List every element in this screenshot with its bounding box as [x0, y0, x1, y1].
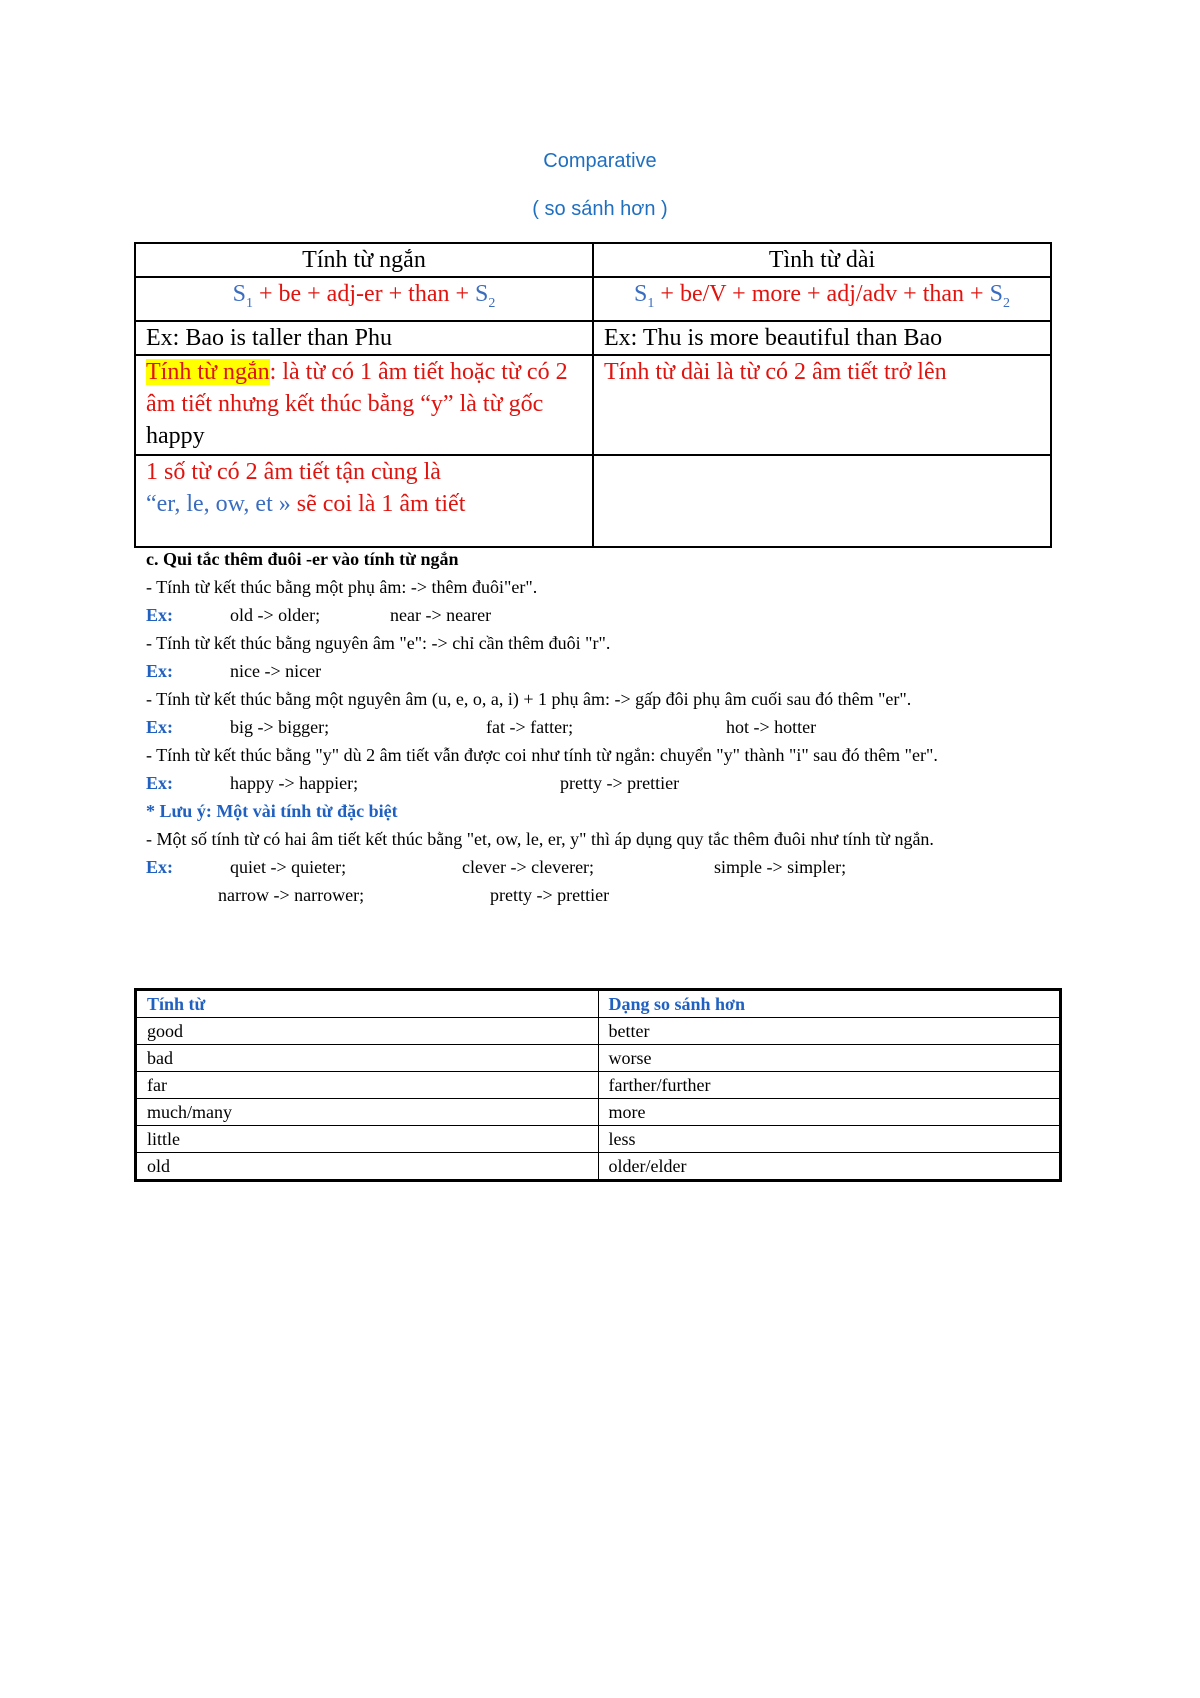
formula-long-s2: S [989, 281, 1003, 307]
note-heading: * Lưu ý: Một vài tính từ đặc biệt [146, 801, 398, 821]
example-label: Ex: [146, 605, 173, 625]
example-label: Ex: [146, 857, 173, 877]
definition-short-text: : là từ có 1 âm tiết hoặc từ có 2 âm tiết nhưng kết thúc bằng “y” là từ gốc [146, 358, 568, 417]
note-short-endings: “er, le, ow, et » [146, 490, 291, 517]
rule-2: - Tính từ kết thúc bằng nguyên âm "e": -> chỉ cần thêm đuôi "r". [146, 633, 611, 653]
formula-short-s2: S [475, 281, 489, 307]
note-long-empty [593, 455, 1051, 547]
formula-long-s1: S [634, 281, 648, 307]
formula-long-body: + be/V + more + adj/adv + than + [654, 281, 990, 307]
definition-short-word: happy [146, 422, 205, 449]
definition-long: Tính từ dài là từ có 2 âm tiết trở lên [593, 355, 1051, 455]
formula-long: $S_1 + be/V$ + more + adj/adv + than + $S_2$ [593, 277, 1051, 321]
formula-row [135, 277, 1051, 321]
grammar-table [134, 242, 1052, 548]
formula-short-body: + be + adj-er + than + [252, 281, 476, 307]
example-4: Ex: happy -> happier; pretty -> prettier [146, 769, 1066, 797]
example-label: Ex: [146, 717, 173, 737]
page-subtitle: ( so sánh hơn ) [532, 198, 668, 220]
note-short-text-2: sẽ coi là 1 âm tiết [290, 490, 466, 517]
example-5-continued: narrow -> narrower; pretty -> prettier [218, 885, 610, 905]
rules-heading: c. Qui tắc thêm đuôi -er vào tính từ ngắn [146, 549, 459, 569]
table-row: old older/elder [136, 1153, 1061, 1181]
header-short-adjective: Tính từ ngắn [135, 243, 593, 277]
table-row: good better [136, 1018, 1061, 1045]
example-1: Ex: old -> older; near -> nearer [146, 601, 1066, 629]
header-comparative-form: Dạng so sánh hơn [598, 990, 1061, 1018]
example-2: Ex: nice -> nicer [146, 657, 1066, 685]
example-5: Ex: quiet -> quieter; clever -> cleverer; simple -> simpler; [146, 853, 1066, 881]
header-adjective: Tính từ [136, 990, 599, 1018]
note-row [135, 455, 1051, 547]
note-short [135, 455, 593, 547]
table-row: little less [136, 1126, 1061, 1153]
header-long-adjective: Tình từ dài [593, 243, 1051, 277]
rule-5: - Một số tính từ có hai âm tiết kết thúc bằng "et, ow, le, er, y" thì áp dụng quy tắc thêm đuôi như tính từ ngắn. [146, 829, 934, 849]
definition-short-highlight: Tính từ ngắn [146, 358, 270, 385]
example-row [135, 321, 1051, 355]
rule-3: - Tính từ kết thúc bằng một nguyên âm (u, e, o, a, i) + 1 phụ âm: -> gấp đôi phụ âm cuối sau đó thêm "er". [146, 689, 912, 709]
example-long: Ex: Thu is more beautiful than Bao [593, 321, 1051, 355]
table-row: far farther/further [136, 1072, 1061, 1099]
note-short-text-1: 1 số từ có 2 âm tiết tận cùng là [146, 458, 441, 485]
rules-section [146, 545, 1066, 909]
rule-1: - Tính từ kết thúc bằng một phụ âm: -> thêm đuôi"er". [146, 577, 538, 597]
formula-short-s1: S [232, 281, 246, 307]
table-row: bad worse [136, 1045, 1061, 1072]
definition-short [135, 355, 593, 455]
irregular-table-header-row [136, 990, 1061, 1018]
rule-4: - Tính từ kết thúc bằng "y" dù 2 âm tiết vẫn được coi như tính từ ngắn: chuyển "y" thành "i" sau đó thêm "er". [146, 745, 938, 765]
example-label: Ex: [146, 661, 173, 681]
example-label: Ex: [146, 773, 173, 793]
grammar-table-header-row [135, 243, 1051, 277]
irregular-adjectives-table [134, 988, 1062, 1182]
definition-row [135, 355, 1051, 455]
page-title: Comparative [543, 150, 657, 172]
example-short: Ex: Bao is taller than Phu [135, 321, 593, 355]
table-row: much/many more [136, 1099, 1061, 1126]
formula-short: $S_1$ + be + adj-er + than + $S_2$ [135, 277, 593, 321]
example-3: Ex: big -> bigger; fat -> fatter; hot -> hotter [146, 713, 1066, 741]
